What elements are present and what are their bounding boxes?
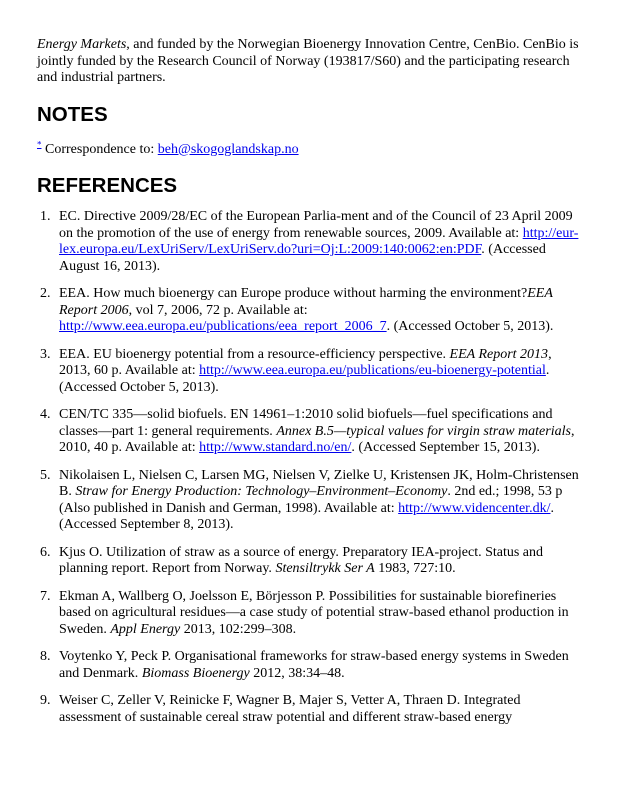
reference-italic-title: Stensiltrykk Ser A bbox=[275, 561, 375, 576]
reference-item bbox=[37, 693, 582, 726]
references-heading: REFERENCES bbox=[37, 174, 178, 197]
reference-text: Kjus O. Utilization of straw as a source of energy. Preparatory IEA-project. Status and planning report. Report from Norway. bbox=[59, 544, 544, 576]
reference-text: EEA. EU bioenergy potential from a resource-efficiency perspective. bbox=[59, 346, 450, 362]
reference-text: Nikolaisen L, Nielsen C, Larsen MG, Nielsen V, Zielke U, Kristensen JK, Holm-Christensen B. bbox=[59, 467, 579, 499]
reference-accessed: . (Accessed September 8, 2013). bbox=[59, 500, 554, 532]
reference-text: Weiser C, Zeller V, Reinicke F, Wagner B, Majer S, Vetter A, Thraen D. Integrated assessment of sustainable cereal straw potential and different straw-based energy bbox=[59, 693, 521, 725]
reference-number: 6. bbox=[40, 544, 51, 560]
reference-italic-title: EEA Report 2013 bbox=[449, 346, 549, 362]
reference-italic-title: Annex B.5—typical values for virgin straw materials bbox=[276, 423, 571, 439]
reference-item bbox=[37, 286, 582, 336]
reference-url-link[interactable]: http://eur-lex.europa.eu/LexUriServ/LexUriServ.do?uri=Oj:L:2009:140:0062:en:PDF bbox=[59, 225, 579, 257]
references-list bbox=[37, 209, 582, 726]
correspondence-prefix: Correspondence to: bbox=[41, 141, 158, 157]
reference-text-continued: 2013, 102:299–308. bbox=[180, 621, 297, 637]
reference-number: 3. bbox=[40, 346, 51, 362]
intro-text: , and funded by the Norwegian Bioenergy Innovation Centre, CenBio. CenBio is jointly funded by the Research Council of Norway (193817/S60) and the participating research and industrial partners. bbox=[37, 37, 579, 85]
reference-text: CEN/TC 335—solid biofuels. EN 14961–1:2010 solid biofuels—fuel specifications and classes—part 1: general requirements. bbox=[59, 407, 553, 439]
footnote-marker-link[interactable]: * bbox=[37, 138, 42, 149]
reference-url-link[interactable]: http://www.eea.europa.eu/publications/eea_report_2006_7 bbox=[59, 319, 387, 334]
reference-item bbox=[37, 209, 582, 275]
reference-item bbox=[37, 589, 582, 639]
reference-text-continued: 1983, 727:10. bbox=[374, 561, 456, 576]
reference-number: 8. bbox=[40, 649, 51, 664]
reference-number: 4. bbox=[40, 407, 51, 422]
reference-item bbox=[37, 649, 582, 682]
reference-number: 9. bbox=[40, 693, 51, 708]
reference-text-continued: , 2013, 60 p. Available at: bbox=[59, 346, 552, 378]
reference-accessed: . (Accessed October 5, 2013). bbox=[59, 363, 550, 395]
reference-italic-title: EEA Report 2006 bbox=[59, 286, 553, 318]
page-content bbox=[37, 37, 582, 737]
notes-heading: NOTES bbox=[37, 102, 108, 126]
intro-journal-name: Energy Markets bbox=[37, 37, 127, 52]
reference-number: 1. bbox=[40, 209, 51, 224]
reference-number: 7. bbox=[40, 588, 51, 604]
reference-url-link[interactable]: http://www.standard.no/en/ bbox=[199, 440, 352, 455]
reference-text-continued: , 2010, 40 p. Available at: bbox=[59, 423, 575, 455]
reference-italic-title: Straw for Energy Production: Technology–Environment–Economy bbox=[75, 484, 448, 499]
reference-text-continued: 2012, 38:34–48. bbox=[249, 665, 345, 681]
reference-url-link[interactable]: http://www.eea.europa.eu/publications/eu-bioenergy-potential bbox=[199, 363, 546, 378]
reference-text: Voytenko Y, Peck P. Organisational frameworks for straw-based energy systems in Sweden and Denmark. bbox=[59, 649, 569, 681]
reference-number: 5. bbox=[40, 467, 51, 483]
reference-url-link[interactable]: http://www.videncenter.dk/ bbox=[398, 500, 551, 516]
reference-item bbox=[37, 545, 582, 578]
reference-italic-title: Biomass Bioenergy bbox=[141, 665, 250, 681]
reference-text: EC. Directive 2009/28/EC of the European Parlia-ment and of the Council of 23 April 2009 on the promotion of the use of energy from renewable sources, 2009. Available at: bbox=[59, 209, 573, 241]
reference-text: Ekman A, Wallberg O, Joelsson E, Börjesson P. Possibilities for sustainable biorefineries based on agricultural residues—a case study of potential straw-based ethanol production in Sweden. bbox=[59, 588, 569, 637]
reference-item bbox=[37, 468, 582, 534]
reference-item bbox=[37, 347, 582, 397]
reference-text-continued: , vol 7, 2006, 72 p. Available at: bbox=[128, 302, 308, 318]
reference-accessed: . (Accessed October 5, 2013). bbox=[386, 319, 554, 334]
reference-accessed: . (Accessed August 16, 2013). bbox=[59, 242, 546, 274]
reference-italic-title: Appl Energy bbox=[110, 621, 181, 637]
reference-accessed: . (Accessed September 15, 2013). bbox=[351, 440, 540, 455]
notes-correspondence bbox=[37, 138, 582, 159]
reference-item bbox=[37, 407, 582, 457]
reference-number: 2. bbox=[40, 286, 51, 301]
reference-text-continued: . 2nd ed.; 1998, 53 p (Also published in Danish and German, 1998). Available at: bbox=[59, 484, 563, 516]
intro-paragraph bbox=[37, 37, 582, 87]
reference-text: EEA. How much bioenergy can Europe produce without harming the environment? bbox=[59, 286, 528, 301]
correspondence-email-link[interactable]: beh@skogoglandskap.no bbox=[157, 141, 299, 157]
